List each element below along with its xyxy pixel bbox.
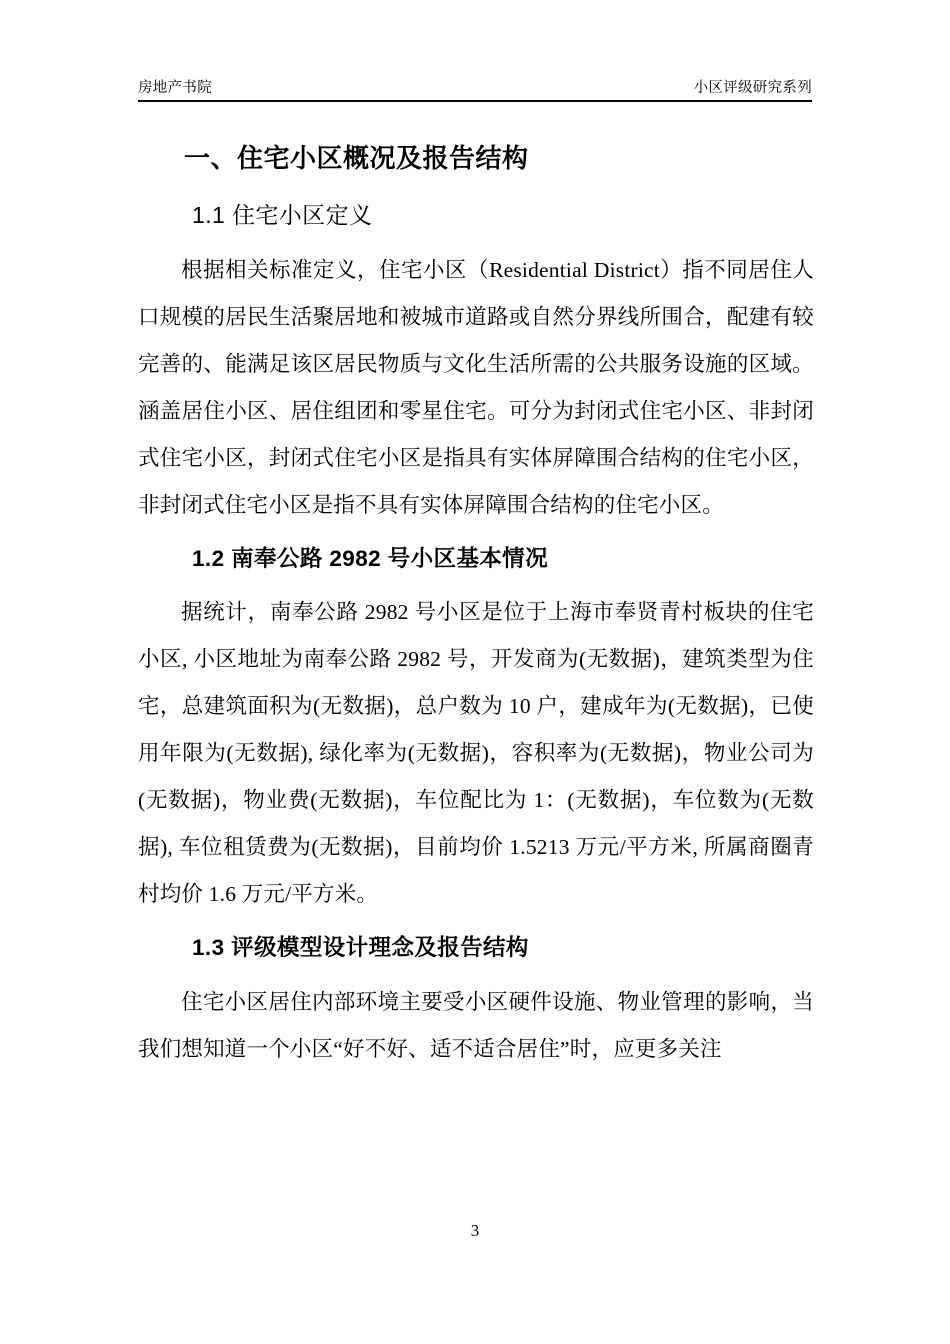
subsection-heading-1-2: 1.2 南奉公路 2982 号小区基本情况	[192, 546, 548, 572]
page-header	[138, 68, 812, 102]
paragraph-1-3: 住宅小区居住内部环境主要受小区硬件设施、物业管理的影响，当我们想知道一个小区“好不好、适不适合居住”时，应更多关注	[138, 989, 814, 1061]
section-heading: 一、住宅小区概况及报告结构	[184, 143, 529, 173]
paragraph-1-2: 据统计，南奉公路 2982 号小区是位于上海市奉贤青村板块的住宅小区, 小区地址为南奉公路 2982 号，开发商为(无数据)，建筑类型为住宅，总建筑面积为(无数据)，总户数为 10 户，建成年为(无数据)，已使用年限为(无数据), 绿化率为(无数据)，容积率为(无数据)，物业公司为(无数据)，物业费(无数据)，车位配比为 1：(无数据)，车位数为(无数据), 车位租赁费为(无数据)，目前均价 1.5213 万元/平方米, 所属商圈青村均价 1.6 万元/平方米。	[138, 600, 814, 907]
paragraph-1-1: 根据相关标准定义，住宅小区（Residential District）指不同居住人口规模的居民生活聚居地和被城市道路或自然分界线所围合，配建有较完善的、能满足该区居民物质与文化生活所需的公共服务设施的区域。涵盖居住小区、居住组团和零星住宅。可分为封闭式住宅小区、非封闭式住宅小区，封闭式住宅小区是指具有实体屏障围合结构的住宅小区，非封闭式住宅小区是指不具有实体屏障围合结构的住宅小区。	[138, 258, 814, 518]
subsection-heading-1-1: 1.1 住宅小区定义	[192, 201, 373, 228]
header-right-text: 小区评级研究系列	[693, 80, 812, 97]
subsection-heading-1-3: 1.3 评级模型设计理念及报告结构	[192, 935, 529, 961]
header-left-text: 房地产书院	[138, 80, 212, 97]
page-number: 3	[470, 1221, 480, 1240]
document-body	[138, 126, 814, 1073]
